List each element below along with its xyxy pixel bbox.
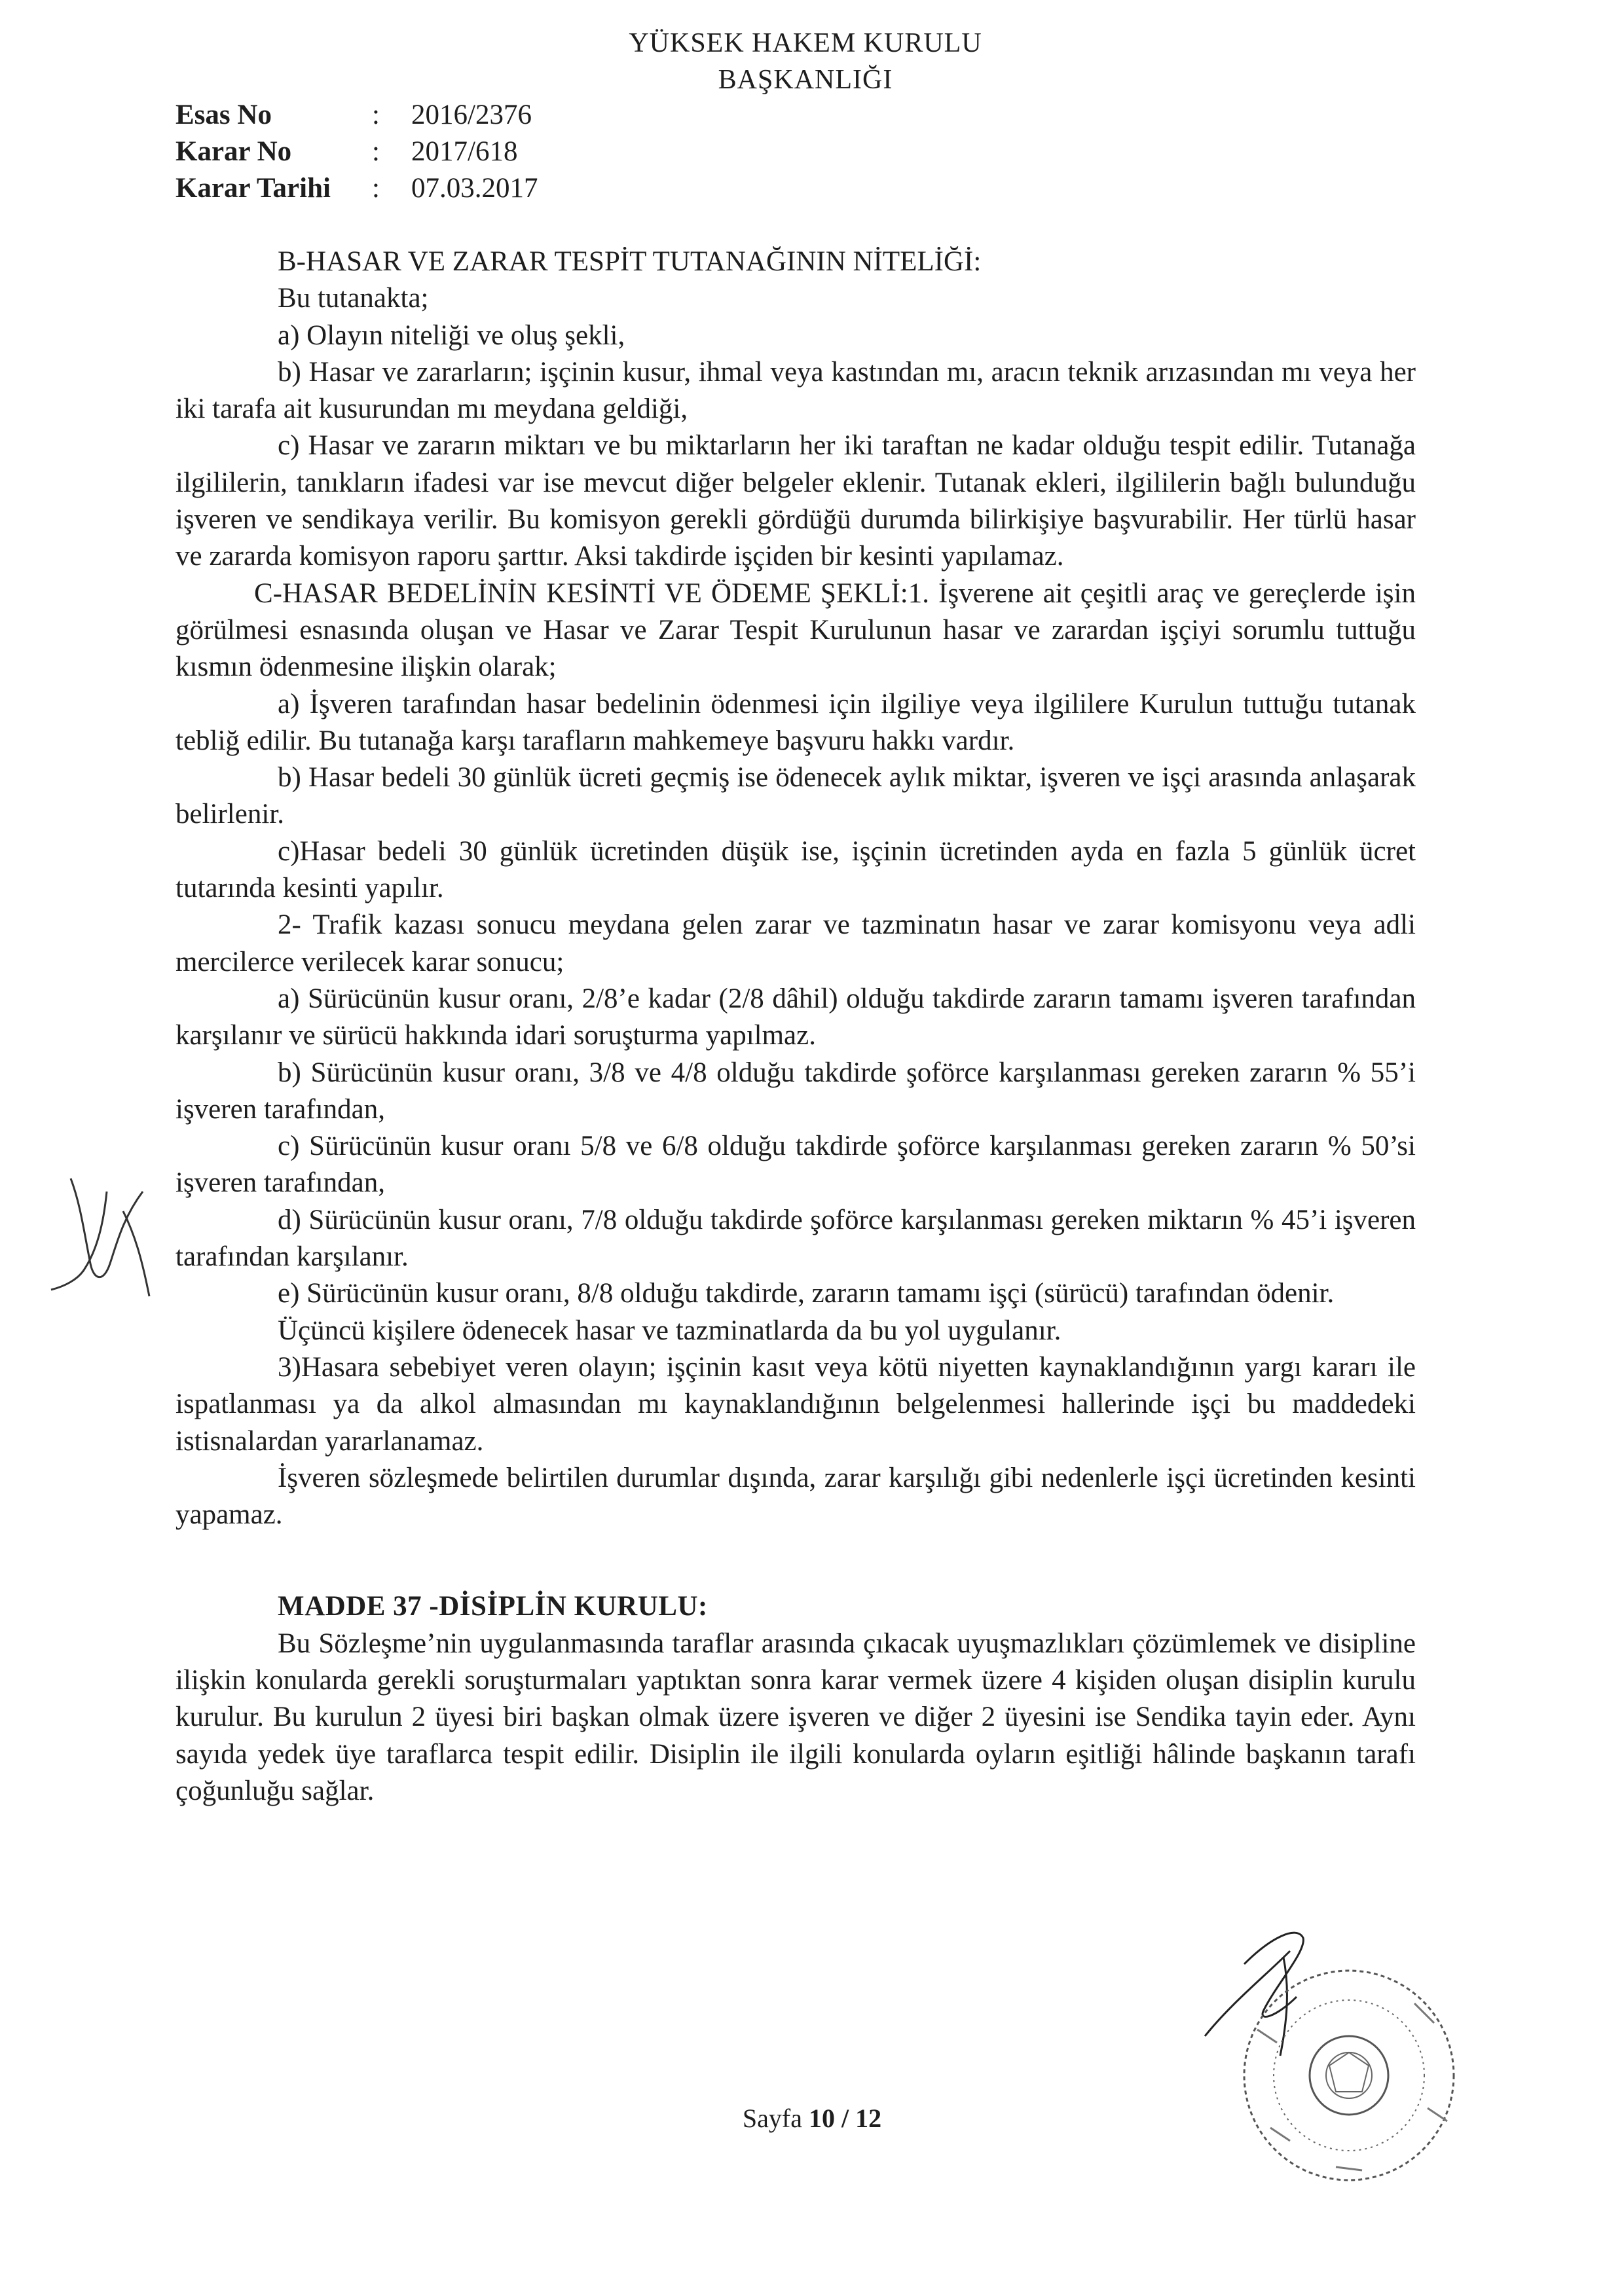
tarih-row [175,170,538,207]
document-body [175,244,1416,1810]
paragraph: 3)Hasara sebebiyet veren olayın; işçinin kasıt veya kötü niyetten kaynaklandığının yargı kararı ile ispatlanması ya da alkol almasından mı kaynaklandığının belgelenmesi hallerinde işçi bu maddedeki istisnalardan yararlanamaz. [175,1351,1416,1457]
colon: : [372,100,380,130]
paragraph: Üçüncü kişilere ödenecek hasar ve tazminatlarda da bu yol uygulanır. [278,1315,1061,1346]
paragraph: c) Sürücünün kusur oranı 5/8 ve 6/8 olduğu takdirde şoförce karşılanması gereken zararın % 50’si işveren tarafından, [175,1131,1416,1199]
paragraph: b) Hasar ve zararların; işçinin kusur, ihmal veya kastından mı, aracın teknik arızasından mı veya her iki tarafa ait kusurundan mı meydana geldiği, [175,356,1416,425]
colon: : [372,136,380,167]
esas-label: Esas No [175,100,272,130]
page-current: 10 [808,2104,835,2133]
paragraph: b) Sürücünün kusur oranı, 3/8 ve 4/8 olduğu takdirde şoförce karşılanması gereken zararın % 55’i işveren tarafından, [175,1057,1416,1125]
tarih-label: Karar Tarihi [175,173,331,204]
article-heading: MADDE 37 -DİSİPLİN KURULU: [278,1591,708,1622]
org-subtitle: BAŞKANLIĞI [718,65,893,95]
section-heading-b: B-HASAR VE ZARAR TESPİT TUTANAĞININ NİTELİĞİ: [278,246,982,277]
tarih-value: 07.03.2017 [411,173,538,204]
paragraph: İşveren sözleşmede belirtilen durumlar dışında, zarar karşılığı gibi nedenlerle işçi ücretinden kesinti yapamaz. [175,1462,1416,1531]
paragraph: a) İşveren tarafından hasar bedelinin ödenmesi için ilgiliye veya ilgililere Kurulun tuttuğu tutanak tebliğ edilir. Bu tutanağa karşı tarafların mahkemeye başvuru hakkı vardır. [175,688,1416,756]
paragraph: d) Sürücünün kusur oranı, 7/8 olduğu takdirde şoförce karşılanması gereken miktarın % 45’i işveren tarafından karşılanır. [175,1204,1416,1273]
karar-label: Karar No [175,136,292,167]
paragraph: a) Olayın niteliği ve oluş şekli, [278,319,625,351]
karar-row [175,134,538,170]
page-separator: / [841,2104,849,2133]
paragraph: c) Hasar ve zararın miktarı ve bu miktarların her iki taraftan ne kadar olduğu tespit edilir. Tutanağa ilgililerin, tanıkların ifadesi var ise mevcut diğer belgeler eklenir. Tutanak ekleri, ilgililerin bağlı bulunduğu işveren ve sendikaya verilir. Bu komisyon gerekli gördüğü durumda bilirkişiye başvurabilir. Her türlü hasar ve zararda komisyon raporu şarttır. Aksi takdirde işçiden bir kesinti yapılamaz. [175,430,1416,572]
paragraph: e) Sürücünün kusur oranı, 8/8 olduğu takdirde, zararın tamamı işçi (sürücü) tarafından ödenir. [278,1278,1335,1309]
signature-stamp [1166,1912,1506,2187]
org-name: YÜKSEK HAKEM KURULU [629,28,982,58]
page-number [707,2103,917,2134]
esas-value: 2016/2376 [411,100,532,130]
paragraph: 2- Trafik kazası sonucu meydana gelen zarar ve tazminatın hasar ve zarar komisyonu veya adli mercilerce verilecek karar sonucu; [175,909,1416,977]
document-header [570,25,1041,98]
paragraph: a) Sürücünün kusur oranı, 2/8’e kadar (2/8 dâhil) olduğu takdirde zararın tamamı işveren tarafından karşılanır ve sürücü hakkında idari soruşturma yapılmaz. [175,983,1416,1051]
page-prefix: Sayfa [742,2104,802,2133]
paragraph: c)Hasar bedeli 30 günlük ücretinden düşük ise, işçinin ücretinden ayda en fazla 5 günlük ücret tutarında kesinti yapılır. [175,835,1416,904]
karar-value: 2017/618 [411,136,518,167]
esas-row [175,97,538,134]
paragraph: b) Hasar bedeli 30 günlük ücreti geçmiş ise ödenecek aylık miktar, işveren ve işçi arasında anlaşarak belirlenir. [175,762,1416,830]
section-heading-c: C-HASAR BEDELİNİN KESİNTİ VE ÖDEME ŞEKLİ:1. İşverene ait çeşitli araç ve gereçlerde işin görülmesi esnasında oluşan ve Hasar ve Zarar Tespit Kurulunun hasar ve zarardan işçiyi sorumlu tuttuğu kısmın ödenmesine ilişkin olarak; [175,577,1416,683]
paragraph: Bu Sözleşme’nin uygulanmasında taraflar arasında çıkacak uyuşmazlıkları çözümlemek ve disipline ilişkin konularda gerekli soruşturmaları yaptıktan sonra karar vermek üzere 4 kişiden oluşan disiplin kurulu kurulur. Bu kurulun 2 üyesi biri başkan olmak üzere işveren ve diğer 2 üyesini ise Sendika tayin eder. Aynı sayıda yedek üye taraflarca tespit edilir. Disiplin ile ilgili konularda oyların eşitliği hâlinde başkanın tarafı çoğunluğu sağlar. [175,1628,1416,1806]
paragraph: Bu tutanakta; [278,283,429,314]
margin-initials [45,1165,162,1309]
case-metadata [175,97,538,207]
colon: : [372,173,380,204]
page-total: 12 [855,2104,882,2133]
spacer [175,1533,1416,1588]
